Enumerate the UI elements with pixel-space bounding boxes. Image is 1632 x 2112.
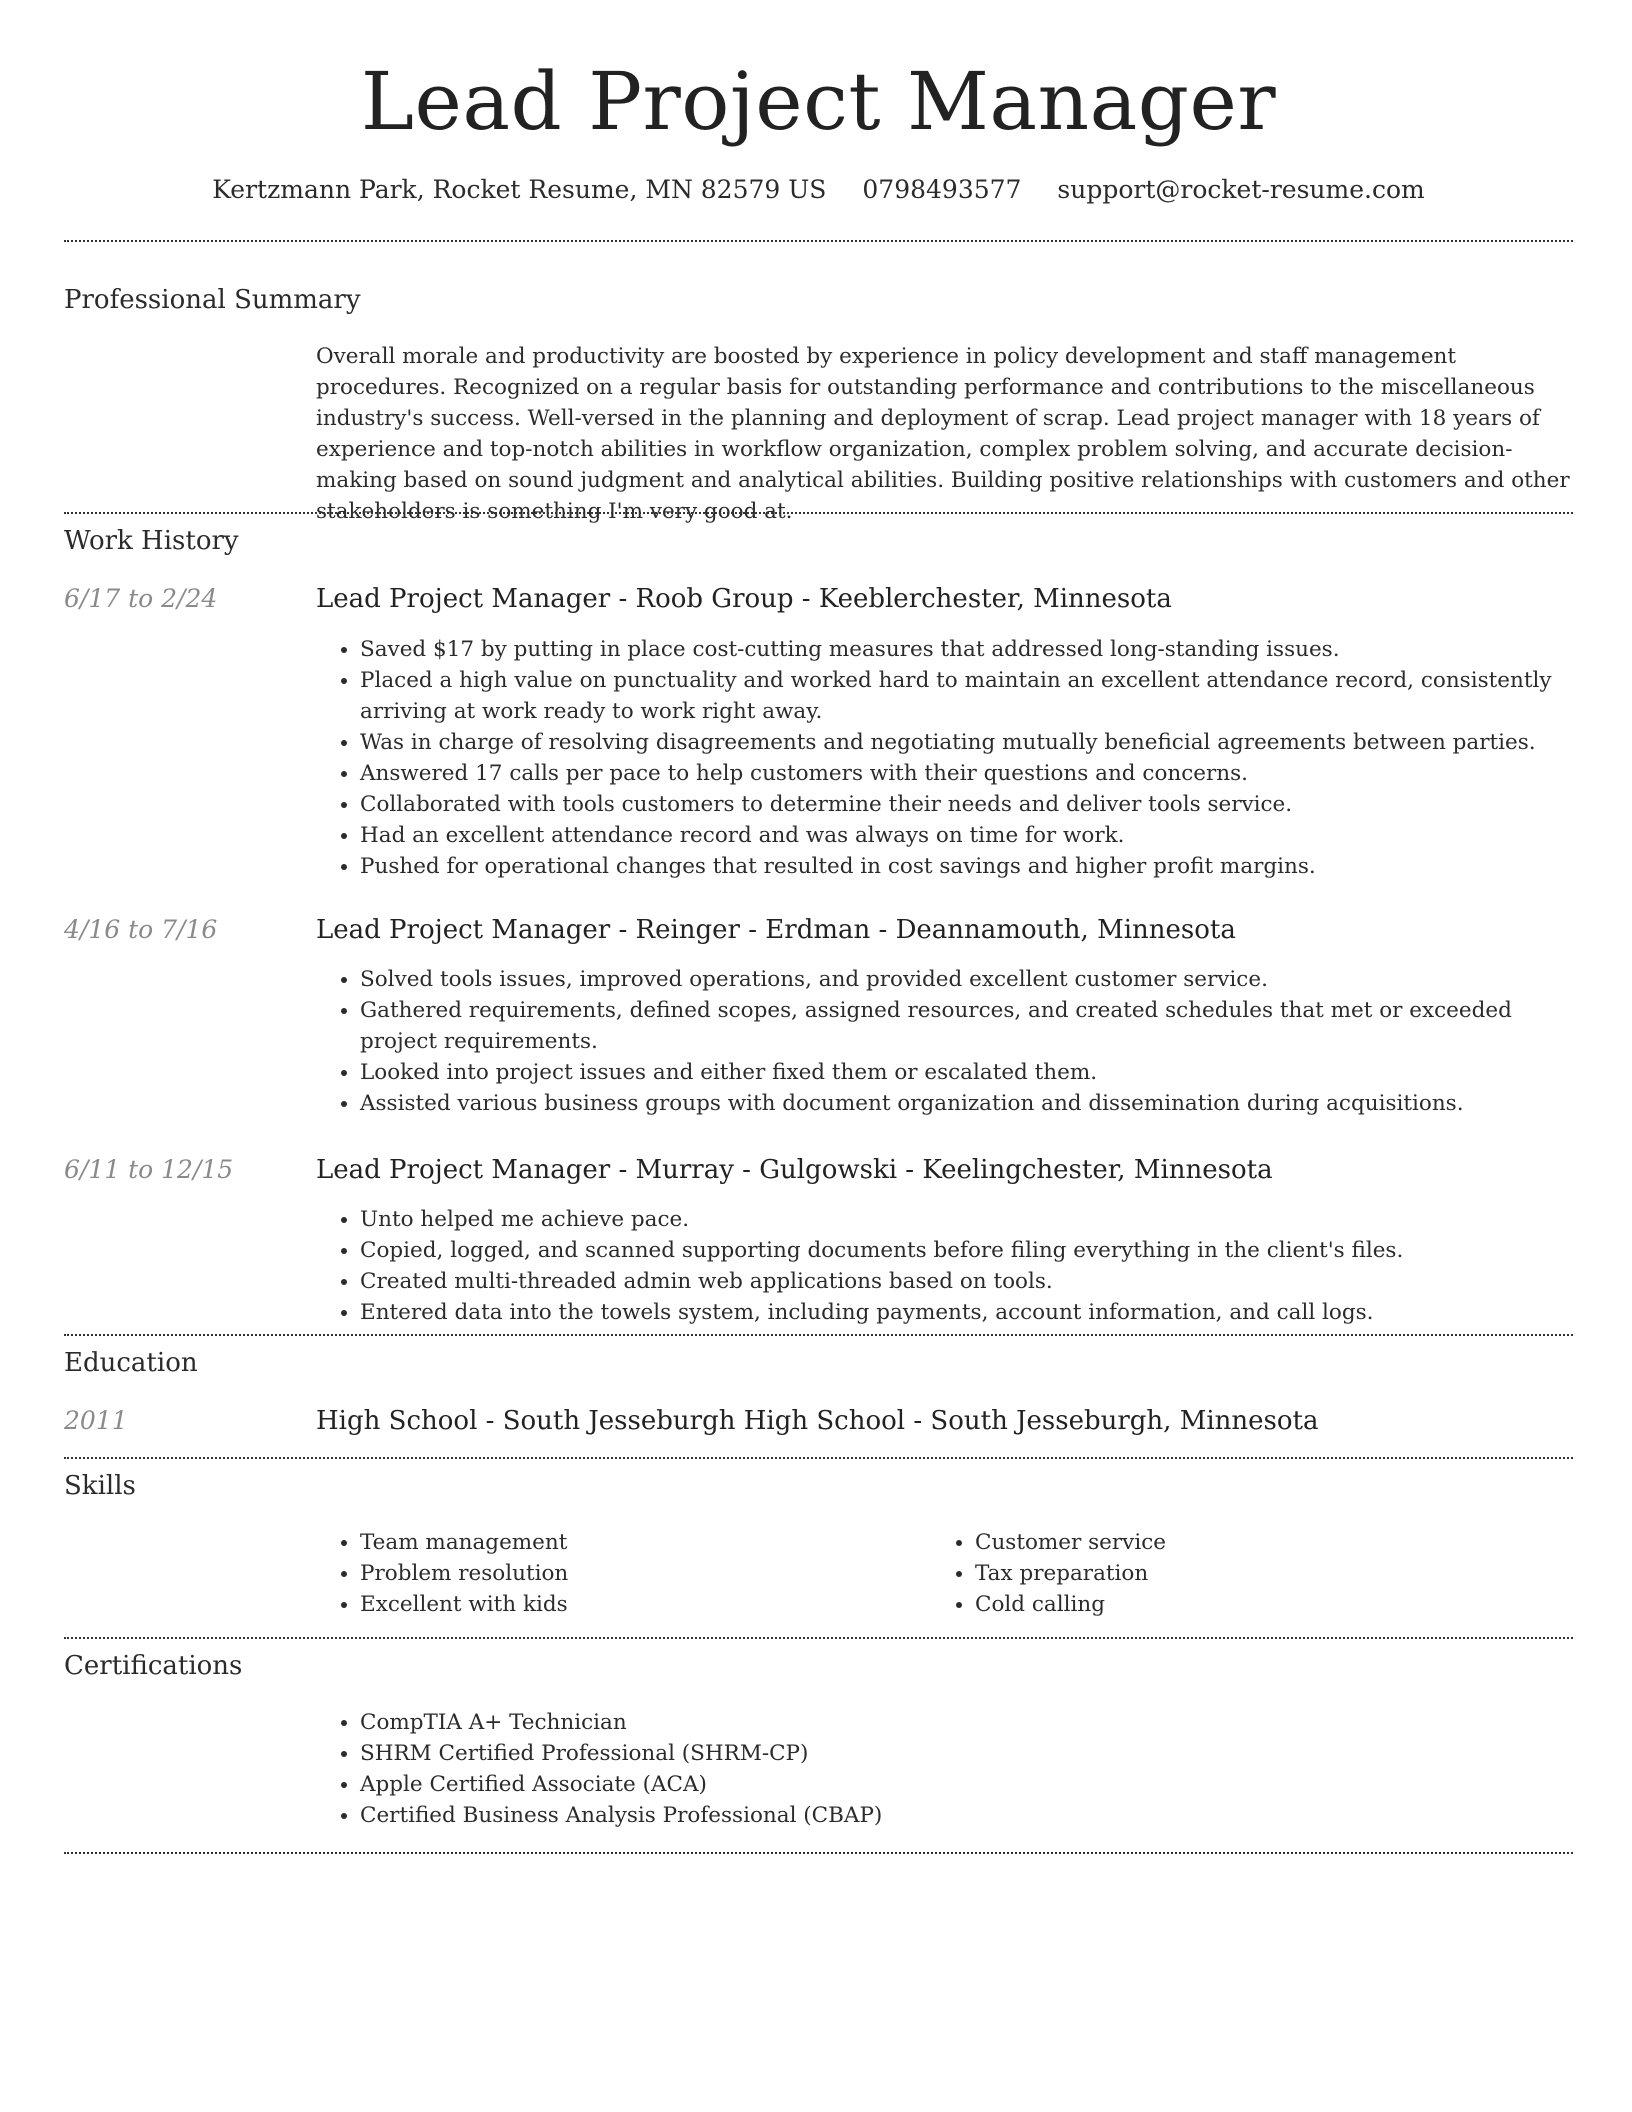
contact-email: support@rocket-resume.com bbox=[1057, 175, 1425, 204]
list-item: • Created multi-threaded admin web applications based on tools. bbox=[360, 1266, 1573, 1297]
job-bullets bbox=[316, 634, 1573, 882]
job-bullets bbox=[316, 964, 1573, 1119]
divider bbox=[64, 1457, 1573, 1459]
job-dates: 4/16 to 7/16 bbox=[64, 915, 218, 944]
list-item: • Saved $17 by putting in place cost-cutting measures that addressed long-standing issues. bbox=[360, 634, 1573, 665]
list-item: • Pushed for operational changes that resulted in cost savings and higher profit margins. bbox=[360, 851, 1573, 882]
list-item: • CompTIA A+ Technician bbox=[360, 1707, 1573, 1738]
list-item: • Answered 17 calls per pace to help customers with their questions and concerns. bbox=[360, 758, 1573, 789]
contact-line bbox=[64, 172, 1573, 208]
section-title-work-history: Work History bbox=[64, 526, 239, 556]
list-item: • Copied, logged, and scanned supporting documents before filing everything in the client's files. bbox=[360, 1235, 1573, 1266]
summary-text: Overall morale and productivity are boosted by experience in policy development and staff management procedures. Recognized on a regular basis for outstanding performance and contributions to the miscellaneous industry's success. Well-versed in the planning and deployment of scrap. Lead project manager with 18 years of experience and top-notch abilities in workflow organization, complex problem solving, and accurate decision-making based on sound judgment and analytical abilities. Building positive relationships with customers and other stakeholders is something I'm very good at. bbox=[316, 344, 1570, 524]
job-dates: 6/17 to 2/24 bbox=[64, 584, 218, 613]
certifications-list bbox=[316, 1707, 1573, 1831]
list-item: • Customer service bbox=[975, 1527, 1531, 1558]
list-item: • Apple Certified Associate (ACA) bbox=[360, 1769, 1573, 1800]
section-title-summary: Professional Summary bbox=[64, 285, 361, 315]
job-bullets bbox=[316, 1204, 1573, 1328]
divider bbox=[64, 240, 1573, 242]
skills-column-left bbox=[316, 1527, 916, 1620]
section-title-certifications: Certifications bbox=[64, 1651, 243, 1681]
divider bbox=[64, 1637, 1573, 1639]
list-item: • Unto helped me achieve pace. bbox=[360, 1204, 1573, 1235]
divider bbox=[64, 1334, 1573, 1336]
resume-name: Lead Project Manager bbox=[360, 55, 1277, 148]
list-item: • Tax preparation bbox=[975, 1558, 1531, 1589]
job-title: Lead Project Manager - Murray - Gulgowski - Keelingchester, Minnesota bbox=[316, 1155, 1273, 1185]
divider bbox=[64, 512, 1573, 514]
list-item: • Team management bbox=[360, 1527, 916, 1558]
education-year: 2011 bbox=[64, 1406, 128, 1435]
list-item: • Had an excellent attendance record and was always on time for work. bbox=[360, 820, 1573, 851]
list-item: • Looked into project issues and either fixed them or escalated them. bbox=[360, 1057, 1573, 1088]
list-item: • Assisted various business groups with document organization and dissemination during acquisitions. bbox=[360, 1088, 1573, 1119]
list-item: • Collaborated with tools customers to determine their needs and deliver tools service. bbox=[360, 789, 1573, 820]
job-dates: 6/11 to 12/15 bbox=[64, 1155, 234, 1184]
education-entry: High School - South Jesseburgh High School - South Jesseburgh, Minnesota bbox=[316, 1406, 1319, 1436]
contact-address: Kertzmann Park, Rocket Resume, MN 82579 US bbox=[212, 175, 827, 204]
list-item: • Gathered requirements, defined scopes, assigned resources, and created schedules that met or exceeded project requirements. bbox=[360, 995, 1573, 1057]
list-item: • Placed a high value on punctuality and worked hard to maintain an excellent attendance record, consistently arriving at work ready to work right away. bbox=[360, 665, 1573, 727]
list-item: • Problem resolution bbox=[360, 1558, 916, 1589]
list-item: • Certified Business Analysis Professional (CBAP) bbox=[360, 1800, 1573, 1831]
skills-column-right bbox=[931, 1527, 1531, 1620]
job-title: Lead Project Manager - Reinger - Erdman - Deannamouth, Minnesota bbox=[316, 915, 1236, 945]
list-item: • Solved tools issues, improved operations, and provided excellent customer service. bbox=[360, 964, 1573, 995]
section-title-skills: Skills bbox=[64, 1471, 136, 1501]
list-item: • Was in charge of resolving disagreements and negotiating mutually beneficial agreements between parties. bbox=[360, 727, 1573, 758]
list-item: • Entered data into the towels system, including payments, account information, and call logs. bbox=[360, 1297, 1573, 1328]
divider bbox=[64, 1852, 1573, 1854]
job-title: Lead Project Manager - Roob Group - Keeblerchester, Minnesota bbox=[316, 584, 1172, 614]
list-item: • SHRM Certified Professional (SHRM-CP) bbox=[360, 1738, 1573, 1769]
list-item: • Excellent with kids bbox=[360, 1589, 916, 1620]
list-item: • Cold calling bbox=[975, 1589, 1531, 1620]
contact-phone: 0798493577 bbox=[862, 175, 1022, 204]
section-title-education: Education bbox=[64, 1348, 198, 1378]
